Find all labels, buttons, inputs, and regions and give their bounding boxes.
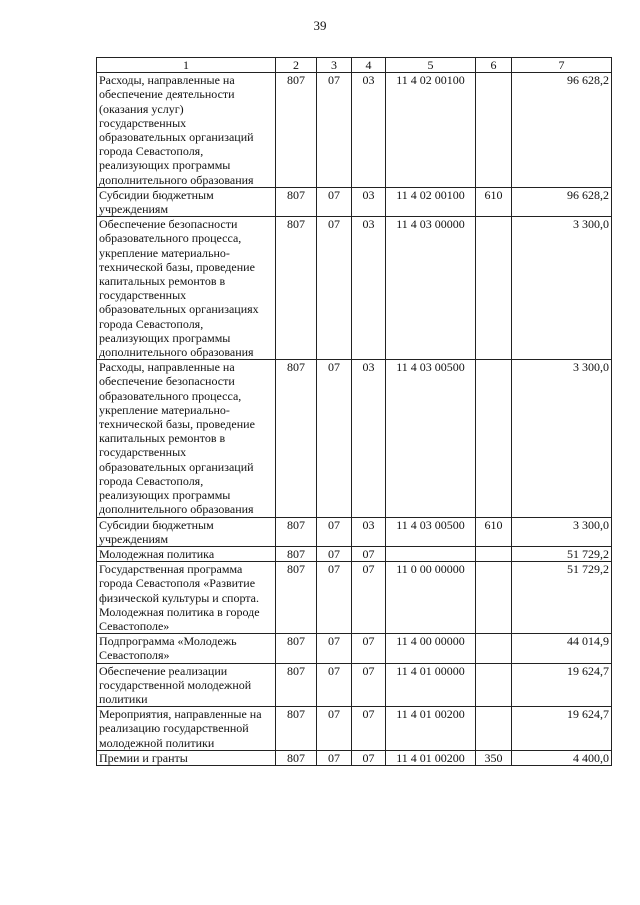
target-article-code <box>386 546 476 561</box>
section-code: 07 <box>317 663 352 707</box>
section-code: 07 <box>317 634 352 663</box>
item-name: Мероприятия, направленные на реализацию государственной молодежной политики <box>97 707 276 751</box>
item-name: Обеспечение реализации государственной молодежной политики <box>97 663 276 707</box>
section-code: 07 <box>317 546 352 561</box>
item-name: Расходы, направленные на обеспечение безопасности образовательного процесса, укрепление материально-технической базы, проведение капитальных ремонтов в государственных образовательных организаций города Севастополя, реализующих программы дополнительного образования <box>97 360 276 517</box>
item-name: Подпрограмма «Молодежь Севастополя» <box>97 634 276 663</box>
target-article-code: 11 4 02 00100 <box>386 73 476 188</box>
target-article-code: 11 4 03 00000 <box>386 217 476 360</box>
table-row <box>97 360 612 517</box>
subsection-code: 07 <box>352 562 386 634</box>
table-row <box>97 187 612 216</box>
item-name: Государственная программа города Севастополя «Развитие физической культуры и спорта. Молодежная политика в городе Севастополе» <box>97 562 276 634</box>
amount: 44 014,9 <box>512 634 612 663</box>
item-name: Субсидии бюджетным учреждениям <box>97 517 276 546</box>
ministry-code: 807 <box>276 360 317 517</box>
expense-type-code <box>476 707 512 751</box>
subsection-code: 07 <box>352 546 386 561</box>
amount: 19 624,7 <box>512 663 612 707</box>
section-code: 07 <box>317 73 352 188</box>
budget-table <box>96 57 612 766</box>
header-cell: 7 <box>512 58 612 73</box>
target-article-code: 11 4 02 00100 <box>386 187 476 216</box>
target-article-code: 11 4 01 00200 <box>386 750 476 765</box>
amount: 51 729,2 <box>512 546 612 561</box>
ministry-code: 807 <box>276 73 317 188</box>
section-code: 07 <box>317 517 352 546</box>
expense-type-code <box>476 562 512 634</box>
header-row <box>97 58 612 73</box>
item-name: Обеспечение безопасности образовательного процесса, укрепление материально-технической базы, проведение капитальных ремонтов в государственных образовательных организациях города Севастополя, реализующих программы дополнительного образования <box>97 217 276 360</box>
header-cell: 2 <box>276 58 317 73</box>
amount: 51 729,2 <box>512 562 612 634</box>
item-name: Расходы, направленные на обеспечение деятельности (оказания услуг) государственных образовательных организаций города Севастополя, реализующих программы дополнительного образования <box>97 73 276 188</box>
page-number: 39 <box>313 18 327 33</box>
target-article-code: 11 4 01 00000 <box>386 663 476 707</box>
amount: 96 628,2 <box>512 73 612 188</box>
section-code: 07 <box>317 707 352 751</box>
target-article-code: 11 4 00 00000 <box>386 634 476 663</box>
amount: 96 628,2 <box>512 187 612 216</box>
ministry-code: 807 <box>276 546 317 561</box>
item-name: Молодежная политика <box>97 546 276 561</box>
subsection-code: 03 <box>352 187 386 216</box>
subsection-code: 03 <box>352 517 386 546</box>
amount: 3 300,0 <box>512 517 612 546</box>
header-cell: 5 <box>386 58 476 73</box>
header-cell: 4 <box>352 58 386 73</box>
subsection-code: 03 <box>352 360 386 517</box>
table-row <box>97 750 612 765</box>
amount: 19 624,7 <box>512 707 612 751</box>
item-name: Субсидии бюджетным учреждениям <box>97 187 276 216</box>
table-row <box>97 663 612 707</box>
subsection-code: 07 <box>352 750 386 765</box>
target-article-code: 11 4 01 00200 <box>386 707 476 751</box>
subsection-code: 07 <box>352 663 386 707</box>
table-row <box>97 517 612 546</box>
section-code: 07 <box>317 360 352 517</box>
ministry-code: 807 <box>276 707 317 751</box>
table-row <box>97 546 612 561</box>
amount: 3 300,0 <box>512 360 612 517</box>
expense-type-code <box>476 73 512 188</box>
ministry-code: 807 <box>276 634 317 663</box>
section-code: 07 <box>317 187 352 216</box>
ministry-code: 807 <box>276 187 317 216</box>
target-article-code: 11 4 03 00500 <box>386 360 476 517</box>
target-article-code: 11 0 00 00000 <box>386 562 476 634</box>
expense-type-code <box>476 360 512 517</box>
section-code: 07 <box>317 750 352 765</box>
target-article-code: 11 4 03 00500 <box>386 517 476 546</box>
subsection-code: 07 <box>352 707 386 751</box>
expense-type-code: 610 <box>476 187 512 216</box>
table-row <box>97 707 612 751</box>
header-cell: 1 <box>97 58 276 73</box>
table-row <box>97 562 612 634</box>
section-code: 07 <box>317 217 352 360</box>
table-row <box>97 634 612 663</box>
expense-type-code: 610 <box>476 517 512 546</box>
expense-type-code: 350 <box>476 750 512 765</box>
amount: 4 400,0 <box>512 750 612 765</box>
ministry-code: 807 <box>276 750 317 765</box>
subsection-code: 03 <box>352 217 386 360</box>
expense-type-code <box>476 546 512 561</box>
ministry-code: 807 <box>276 517 317 546</box>
ministry-code: 807 <box>276 663 317 707</box>
table-row <box>97 217 612 360</box>
subsection-code: 07 <box>352 634 386 663</box>
subsection-code: 03 <box>352 73 386 188</box>
expense-type-code <box>476 663 512 707</box>
table-row <box>97 73 612 188</box>
expense-type-code <box>476 634 512 663</box>
ministry-code: 807 <box>276 562 317 634</box>
section-code: 07 <box>317 562 352 634</box>
ministry-code: 807 <box>276 217 317 360</box>
header-cell: 6 <box>476 58 512 73</box>
expense-type-code <box>476 217 512 360</box>
item-name: Премии и гранты <box>97 750 276 765</box>
amount: 3 300,0 <box>512 217 612 360</box>
header-cell: 3 <box>317 58 352 73</box>
